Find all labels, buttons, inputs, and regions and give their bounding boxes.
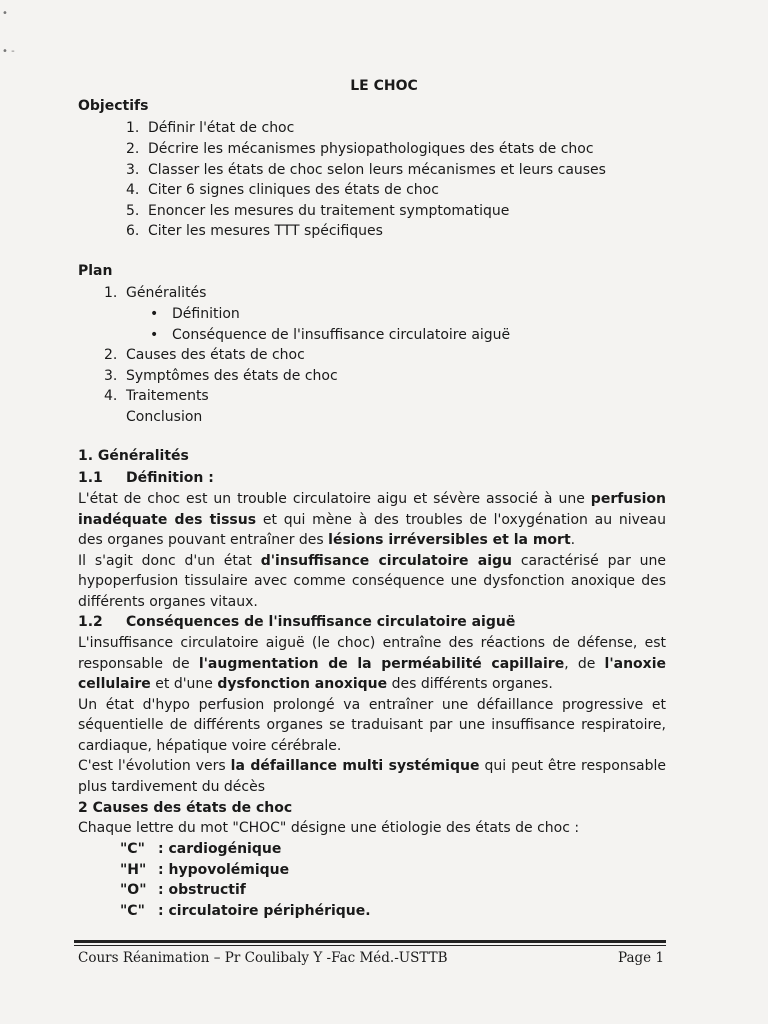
objective-item: 4. Citer 6 signes cliniques des états de choc: [126, 182, 439, 198]
scan-mark: •: [2, 8, 8, 19]
plan-item: 3. Symptômes des états de choc: [104, 368, 338, 384]
footer-rule: [74, 940, 666, 943]
definition-paragraph: L'état de choc est un trouble circulatoire aigu et sévère associé à une perfusion inadéquate des tissus et qui mène à des troubles de l'oxygénation au niveau des organes pouvant entraîner des lésions irréversibles et la mort. Il s'agit donc d'un état d'insuffisance circulatoire aigu caractérisé par une hypoperfusion tissulaire avec comme conséquence une dysfonction anoxique des différents organes vitaux.: [78, 491, 666, 610]
objectifs-heading: Objectifs: [78, 98, 149, 114]
footer-course: Cours Réanimation – Pr Coulibaly Y -Fac Méd.-USTTB: [78, 950, 448, 966]
scan-mark: • -: [2, 46, 15, 57]
plan-item: 4. Traitements: [104, 388, 209, 404]
objective-item: 6. Citer les mesures TTT spécifiques: [126, 223, 383, 239]
choc-item: "H" : hypovolémique: [120, 862, 290, 878]
choc-item: "O" : obstructif: [120, 882, 246, 898]
consequences-paragraph: L'insuffisance circulatoire aiguë (le choc) entraîne des réactions de défense, est responsable de l'augmentation de la perméabilité capillaire, de l'anoxie cellulaire et d'une dysfonction anoxique des différents organes. Un état d'hypo perfusion prolongé va entraîner une défaillance progressive et séquentielle de différents organes se traduisant par une insuffisance respiratoire, cardiaque, hépatique voire cérébrale. C'est l'évolution vers la défaillance multi systémique qui peut être responsable plus tardivement du décès: [78, 635, 666, 795]
objective-item: 1. Définir l'état de choc: [126, 120, 295, 136]
section-2-intro: Chaque lettre du mot "CHOC" désigne une étiologie des états de choc :: [78, 820, 580, 836]
section-2-heading: 2 Causes des états de choc: [78, 800, 293, 816]
subsection-1-1-heading: 1.1 Définition :: [78, 470, 214, 486]
plan-heading: Plan: [78, 263, 113, 279]
plan-item: 1. Généralités: [104, 285, 207, 301]
choc-item: "C" : circulatoire périphérique.: [120, 903, 371, 919]
footer-rule: [74, 945, 666, 946]
objective-item: 3. Classer les états de choc selon leurs mécanismes et leurs causes: [126, 162, 606, 178]
document-title: LE CHOC: [350, 78, 418, 94]
plan-conclusion: Conclusion: [126, 409, 203, 425]
page-number: Page 1: [618, 950, 665, 966]
section-1-heading: 1. Généralités: [78, 448, 189, 464]
choc-item: "C" : cardiogénique: [120, 841, 282, 857]
subsection-1-2-heading: 1.2 Conséquences de l'insuffisance circulatoire aiguë: [78, 614, 516, 630]
objective-item: 5. Enoncer les mesures du traitement symptomatique: [126, 203, 510, 219]
plan-subitem: • Définition: [150, 306, 240, 322]
objective-item: 2. Décrire les mécanismes physiopathologiques des états de choc: [126, 141, 594, 157]
plan-subitem: • Conséquence de l'insuffisance circulatoire aiguë: [150, 327, 511, 343]
plan-item: 2. Causes des états de choc: [104, 347, 305, 363]
